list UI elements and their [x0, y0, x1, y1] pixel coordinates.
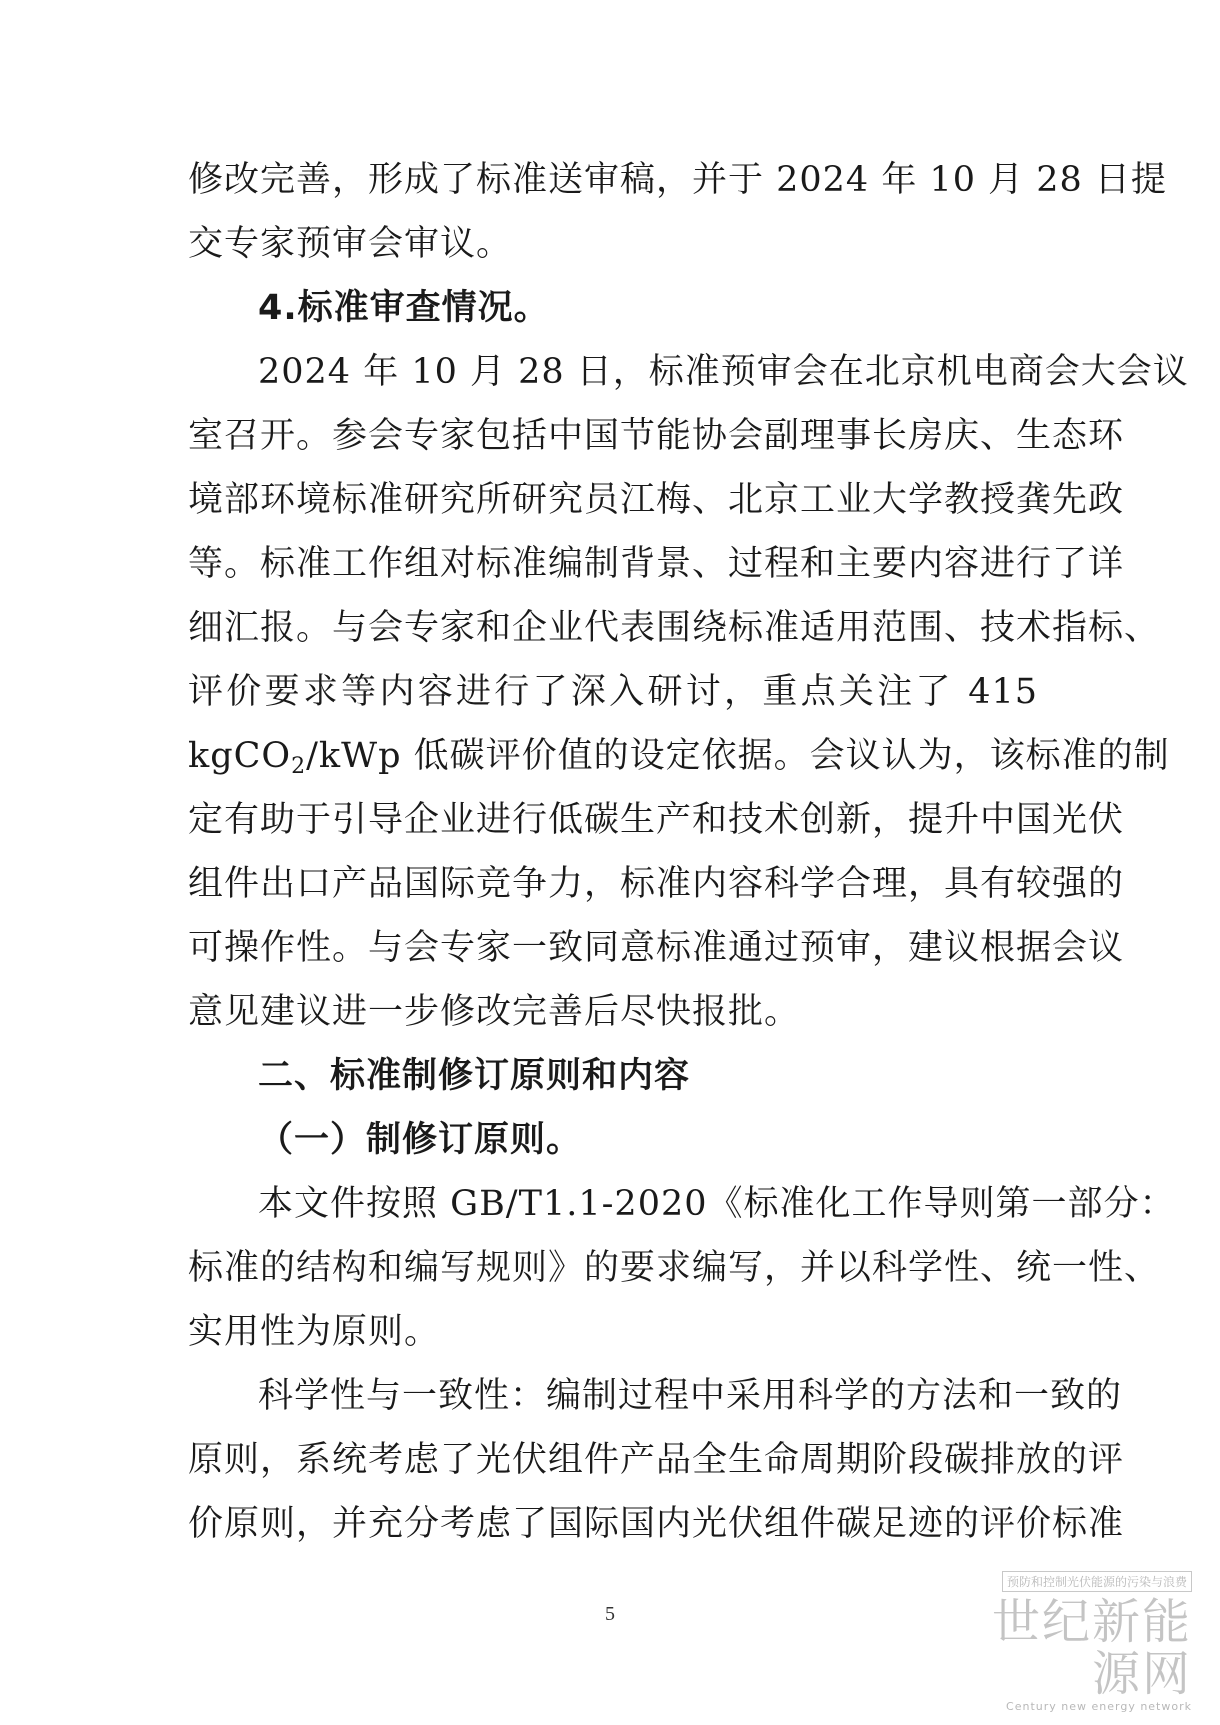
- document-body: [188, 148, 1189, 1556]
- subsection-heading: （一）制修订原则。: [258, 1120, 583, 1160]
- text-line: 意见建议进一步修改完善后尽快报批。: [188, 992, 801, 1032]
- text-line: 2024 年 10 月 28 日，标准预审会在北京机电商会大会议: [258, 352, 1189, 392]
- text-line: 本文件按照 GB/T1.1-2020《标准化工作导则第一部分：: [258, 1184, 1176, 1224]
- watermark-logo: [962, 1571, 1192, 1713]
- formula-unit: kgCO: [188, 736, 292, 776]
- text-line: 原则，系统考虑了光伏组件产品全生命周期阶段碳排放的评: [188, 1440, 1125, 1480]
- text-line: 实用性为原则。: [188, 1312, 441, 1352]
- text-line: 交专家预审会审议。: [188, 224, 513, 264]
- watermark-tagline: 预防和控制光伏能源的污染与浪费: [1002, 1571, 1192, 1592]
- text-line-formula: [188, 724, 1170, 788]
- text-line: 等。标准工作组对标准编制背景、过程和主要内容进行了详: [188, 544, 1125, 584]
- text-line: 标准的结构和编写规则》的要求编写，并以科学性、统一性、: [188, 1248, 1161, 1288]
- text-line: 境部环境标准研究所研究员江梅、北京工业大学教授龚先政: [188, 480, 1125, 520]
- page-number: 5: [605, 1603, 615, 1625]
- text-line: 修改完善，形成了标准送审稿，并于 2024 年 10 月 28 日提: [188, 160, 1167, 200]
- text-line: 细汇报。与会专家和企业代表围绕标准适用范围、技术指标、: [188, 608, 1161, 648]
- text-line: 科学性与一致性：编制过程中采用科学的方法和一致的: [258, 1376, 1123, 1416]
- section-heading: 4.标准审查情况。: [258, 288, 550, 328]
- text-line: 定有助于引导企业进行低碳生产和技术创新，提升中国光伏: [188, 800, 1125, 840]
- formula-rest: /kWp 低碳评价值的设定依据。会议认为，该标准的制: [306, 736, 1170, 776]
- watermark-subtitle: Century new energy network: [1006, 1700, 1192, 1713]
- subscript: 2: [291, 754, 307, 779]
- text-line: 价原则，并充分考虑了国际国内光伏组件碳足迹的评价标准: [188, 1504, 1125, 1544]
- text-line: 评价要求等内容进行了深入研讨，重点关注了 415: [188, 672, 1038, 712]
- section-heading: 二、标准制修订原则和内容: [258, 1056, 691, 1096]
- watermark-title: 世纪新能源网: [991, 1594, 1192, 1702]
- text-line: 可操作性。与会专家一致同意标准通过预审，建议根据会议: [188, 928, 1125, 968]
- text-line: 组件出口产品国际竞争力，标准内容科学合理，具有较强的: [188, 864, 1125, 904]
- text-line: 室召开。参会专家包括中国节能协会副理事长房庆、生态环: [188, 416, 1125, 456]
